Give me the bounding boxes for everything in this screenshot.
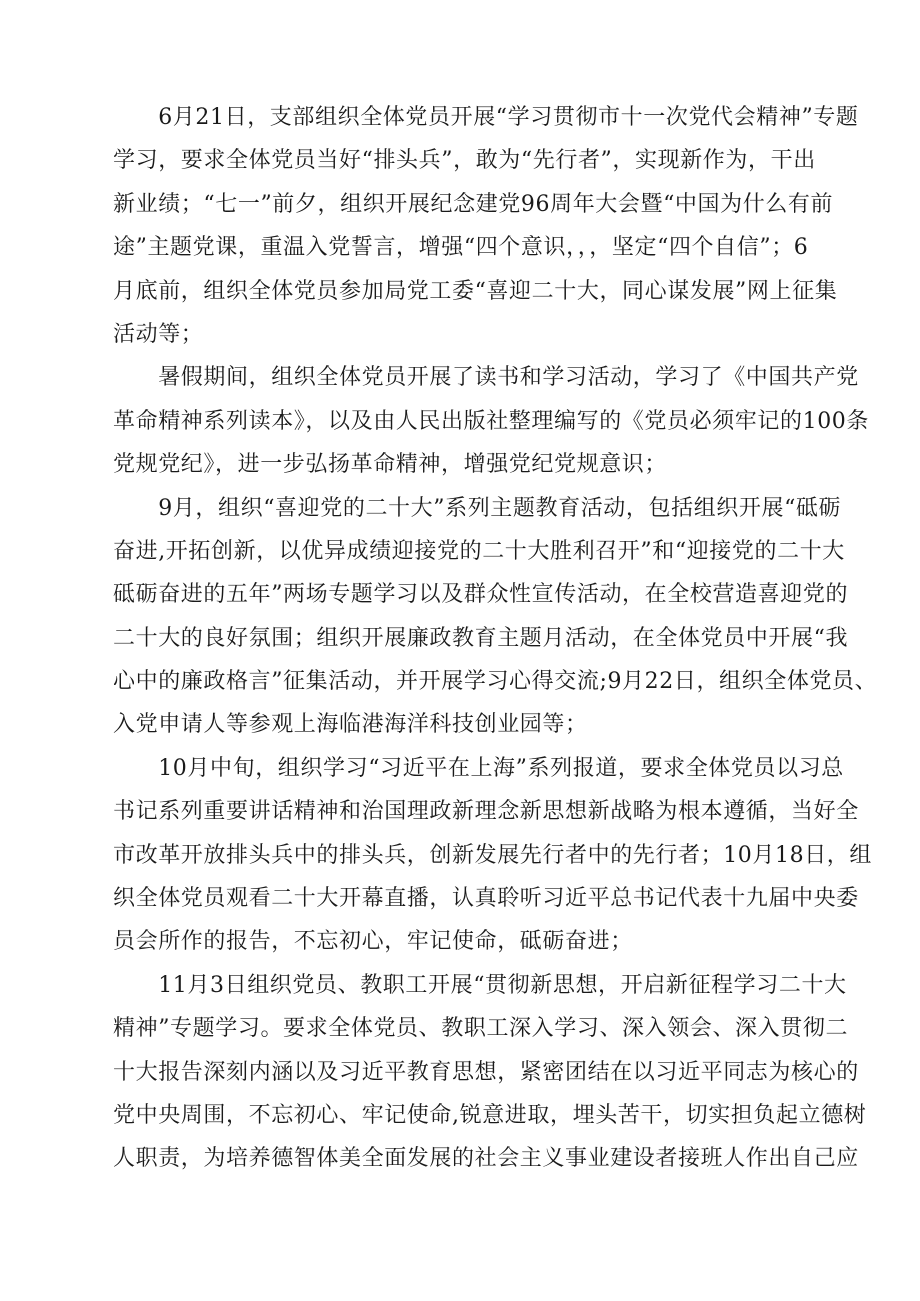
text-line: 月底前，组织全体党员参加局党工委“喜迎二十大，同心谋发展”网上征集 — [113, 278, 838, 304]
text-line: 市改革开放排头兵中的排头兵，创新发展先行者中的先行者；10月18日，组 — [113, 842, 872, 868]
text-line: 9月，组织“喜迎党的二十大”系列主题教育活动，包括组织开展“砥砺 — [113, 495, 842, 521]
text-line: 暑假期间，组织全体党员开展了读书和学习活动，学习了《中国共产党 — [113, 365, 859, 391]
text-line: 学习，要求全体党员当好“排头兵”，敢为“先行者”，实现新作为，干出 — [113, 148, 816, 174]
text-line: 党规党纪》，进一步弘扬革命精神，增强党纪党规意识； — [113, 452, 668, 478]
paragraph-summer — [113, 356, 869, 486]
paragraph-october — [113, 747, 872, 964]
text-line: 精神”专题学习。要求全体党员、教职工深入学习、深入领会、深入贯彻二 — [113, 1016, 849, 1042]
text-line: 6月21日，支部组织全体党员开展“学习贯彻市十一次党代会精神”专题 — [113, 105, 859, 130]
paragraph-september — [113, 487, 878, 747]
text-line: 二十大的良好氛围；组织开展廉政教育主题月活动，在全体党员中开展“我 — [113, 625, 849, 651]
text-line: 党中央周围，不忘初心、牢记使命,锐意进取，埋头苦干，切实担负起立德树 — [113, 1102, 867, 1128]
text-line: 11月3日组织党员、教职工开展“贯彻新思想，开启新征程学习二十大 — [113, 972, 847, 998]
text-line: 入党申请人等参观上海临港海洋科技创业园等； — [113, 712, 588, 738]
text-line: 十大报告深刻内涵以及习近平教育思想，紧密团结在以习近平同志为核心的 — [113, 1059, 859, 1085]
paragraph-november — [113, 964, 867, 1181]
text-line: 心中的廉政格言”征集活动，并开展学习心得交流;9月22日，组织全体党员、 — [113, 669, 878, 695]
text-line: 人职责，为培养德智体美全面发展的社会主义事业建设者接班人作出自己应 — [113, 1146, 859, 1172]
text-line: 砥砺奋进的五年”两场专题学习以及群众性宣传活动，在全校营造喜迎党的 — [113, 582, 849, 608]
text-line: 革命精神系列读本》，以及由人民出版社整理编写的《党员必须牢记的100条 — [113, 408, 869, 434]
text-line: 活动等； — [113, 321, 204, 347]
text-line: 奋进,开拓创新，以优异成绩迎接党的二十大胜利召开”和“迎接党的二十大 — [113, 538, 845, 564]
text-line: 织全体党员观看二十大开幕直播，认真聆听习近平总书记代表十九届中央委 — [113, 886, 859, 912]
text-line: 书记系列重要讲话精神和治国理政新理念新思想新战略为根本遵循，当好全 — [113, 799, 859, 825]
text-line: 10月中旬，组织学习“习近平在上海”系列报道，要求全体党员以习总 — [113, 755, 844, 781]
text-line: 新业绩；“七一”前夕，组织开展纪念建党96周年大会暨“中国为什么有前 — [113, 191, 834, 217]
document-body — [113, 96, 878, 1181]
text-line: 途”主题党课，重温入党誓言，增强“四个意识，，，坚定“四个自信”；6 — [113, 235, 809, 261]
text-line: 员会所作的报告，不忘初心，牢记使命，砥砺奋进； — [113, 929, 633, 955]
paragraph-june — [113, 96, 859, 356]
